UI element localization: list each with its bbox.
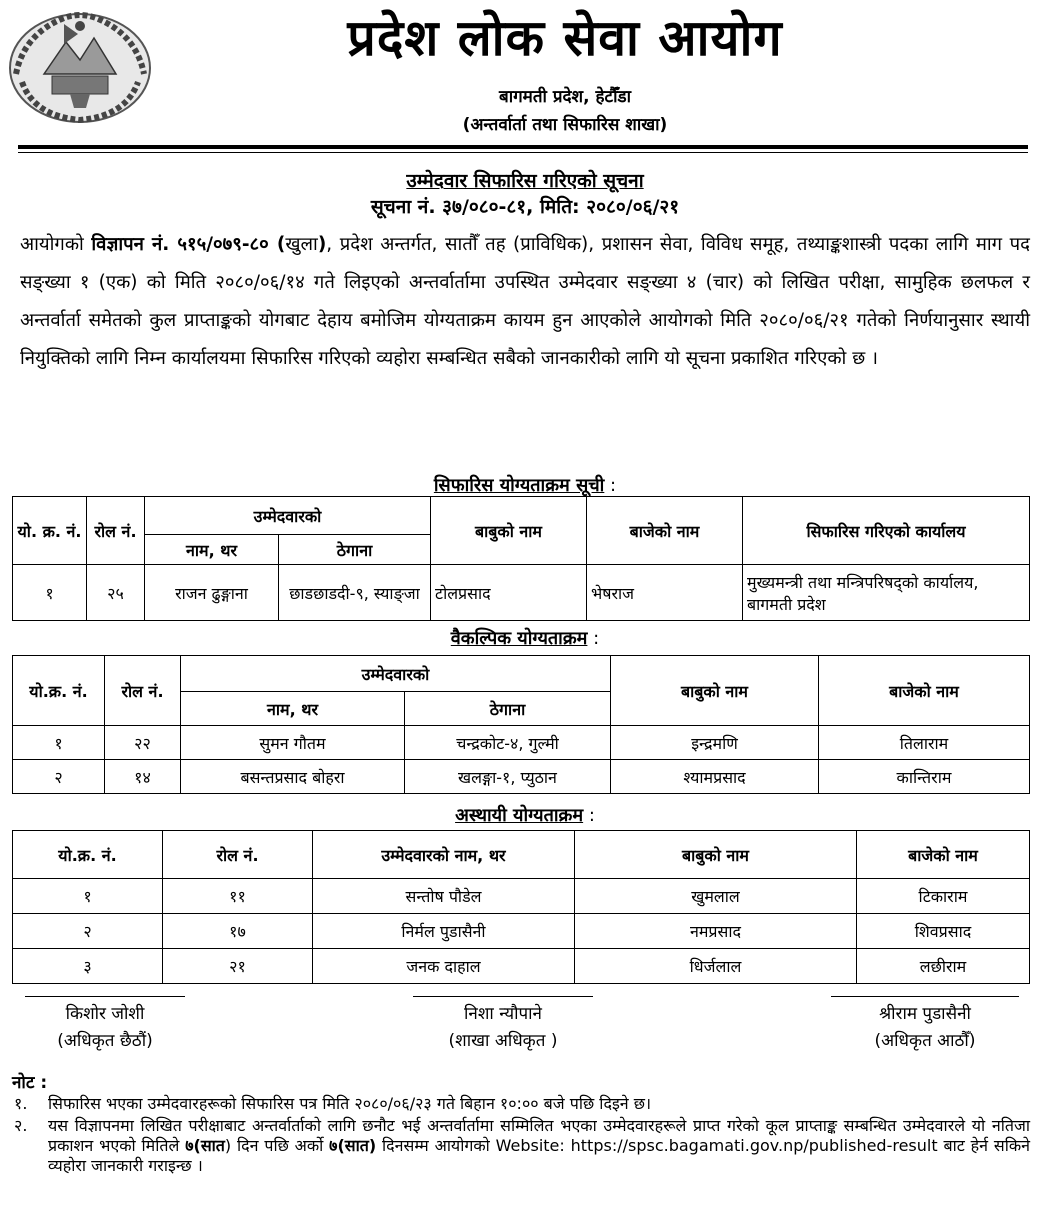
col-serial-header: यो.क्र. नं. bbox=[13, 831, 163, 879]
notice-title: उम्मेदवार सिफारिस गरिएको सूचना bbox=[406, 170, 644, 192]
col-candidate-header: उम्मेदवारको bbox=[181, 656, 611, 692]
temporary-table bbox=[12, 830, 1030, 984]
cell-serial: १ bbox=[13, 879, 163, 914]
table-row bbox=[13, 565, 1030, 621]
cell-name: निर्मल पुडासैनी bbox=[313, 914, 575, 949]
cell-roll: १४ bbox=[105, 760, 181, 794]
cell-serial: १ bbox=[13, 726, 105, 760]
col-name-header: उम्मेदवारको नाम, थर bbox=[313, 831, 575, 879]
signature-block-1 bbox=[10, 996, 200, 1055]
cell-roll: १७ bbox=[163, 914, 313, 949]
col-roll-header: रोल नं. bbox=[87, 497, 145, 565]
signatory-name: किशोर जोशी bbox=[65, 1004, 145, 1024]
signature-line bbox=[413, 996, 593, 997]
note-text: यस विज्ञापनमा लिखित परीक्षाबाट अन्तर्वार्ताको लागि छनौट भई अन्तर्वार्तामा सम्मिलित भएका उम्मेदवारहरूले प्राप्त गरेको कूल प्राप्ताङ्क सम्बन्धित उम्मेदवारले यो नतिजा प्रकाशन भएको मितिले ७(सात) दिन पछि अर्को ७(सात) दिनसम्म आयोगको Website: https://spsc.bagamati.gov.np/published-result बाट हेर्न सकिने व्यहोरा जानकारी गराइन्छ । bbox=[48, 1116, 1031, 1175]
advertisement-close: ) bbox=[317, 234, 327, 255]
cell-grandfather: भेषराज bbox=[587, 565, 743, 621]
cell-father: धिर्जलाल bbox=[575, 949, 857, 984]
organization-name: प्रदेश लोक सेवा आयोग bbox=[347, 9, 783, 67]
col-father-header: बाबुको नाम bbox=[431, 497, 587, 565]
notes-heading: नोट : bbox=[12, 1073, 48, 1093]
cell-name: सुमन गौतम bbox=[181, 726, 405, 760]
note-number: २. bbox=[14, 1116, 28, 1135]
cell-father: टोलप्रसाद bbox=[431, 565, 587, 621]
cell-office: मुख्यमन्त्री तथा मन्त्रिपरिषद्को कार्यालय, बागमती प्रदेश bbox=[743, 565, 1030, 621]
col-serial-header: यो. क्र. नं. bbox=[13, 497, 87, 565]
cell-grandfather: कान्तिराम bbox=[819, 760, 1030, 794]
table-row bbox=[13, 726, 1030, 760]
signature-block-3 bbox=[830, 996, 1020, 1055]
cell-serial: १ bbox=[13, 565, 87, 621]
note-item bbox=[14, 1116, 1030, 1176]
cell-serial: ३ bbox=[13, 949, 163, 984]
col-candidate-header: उम्मेदवारको bbox=[145, 497, 431, 535]
col-roll-header: रोल नं. bbox=[105, 656, 181, 726]
col-name-header: नाम, थर bbox=[145, 535, 279, 565]
cell-name: बसन्तप्रसाद बोहरा bbox=[181, 760, 405, 794]
paragraph-body: , प्रदेश अन्तर्गत, सातौँ तह (प्राविधिक), प्रशासन सेवा, विविध समूह, तथ्याङ्कशास्त्री पदका लागि माग पद सङ्ख्या १ (एक) को मिति २०८०/०६/१४ गते लिइएको अन्तर्वार्तामा उपस्थित उम्मेदवार सङ्ख्या ४ (चार) को लिखित परीक्षा, सामुहिक छलफल र अन्तर्वार्ता समेतको कुल प्राप्ताङ्कको योगबाट देहाय बमोजिम योग्यताक्रम कायम हुन आएकोले आयोगको मिति २०८०/०६/२१ गतेको निर्णयानुसार स्थायी नियुक्तिको लागि निम्न कार्यालयमा सिफारिस गरिएको व्यहोरा सम्बन्धित सबैको जानकारीको लागि यो सूचना प्रकाशित गरिएको छ । bbox=[20, 234, 1030, 369]
cell-address: चन्द्रकोट-४, गुल्मी bbox=[405, 726, 611, 760]
col-address-header: ठेगाना bbox=[279, 535, 431, 565]
signatory-name: निशा न्यौपाने bbox=[464, 1004, 542, 1024]
notice-paragraph bbox=[20, 226, 1030, 378]
col-office-header: सिफारिस गरिएको कार्यालय bbox=[743, 497, 1030, 565]
cell-father: श्यामप्रसाद bbox=[611, 760, 819, 794]
cell-name: सन्तोष पौडेल bbox=[313, 879, 575, 914]
col-roll-header: रोल नं. bbox=[163, 831, 313, 879]
recommended-table bbox=[12, 496, 1030, 621]
alternate-section-title: वैकल्पिक योग्यताक्रम : bbox=[450, 628, 600, 649]
signature-line bbox=[25, 996, 185, 997]
cell-roll: २१ bbox=[163, 949, 313, 984]
note-text: सिफारिस भएका उम्मेदवारहरूको सिफारिस पत्र मिति २०८०/०६/२३ गते बिहान १०:०० बजे पछि दिइने छ। bbox=[48, 1094, 652, 1113]
col-father-header: बाबुको नाम bbox=[575, 831, 857, 879]
cell-grandfather: शिवप्रसाद bbox=[857, 914, 1030, 949]
table-row bbox=[13, 760, 1030, 794]
signatory-title: (अधिकृत आठौँ) bbox=[874, 1031, 976, 1051]
col-grandfather-header: बाजेको नाम bbox=[857, 831, 1030, 879]
cell-father: इन्द्रमणि bbox=[611, 726, 819, 760]
header-divider-thick bbox=[18, 145, 1028, 149]
alternate-table bbox=[12, 655, 1030, 794]
cell-roll: २२ bbox=[105, 726, 181, 760]
col-serial-header: यो.क्र. नं. bbox=[13, 656, 105, 726]
table-row bbox=[13, 949, 1030, 984]
col-father-header: बाबुको नाम bbox=[611, 656, 819, 726]
col-grandfather-header: बाजेको नाम bbox=[819, 656, 1030, 726]
notice-number-date: सूचना नं. ३७/०८०-८१, मिति: २०८०/०६/२१ bbox=[370, 196, 680, 218]
cell-roll: २५ bbox=[87, 565, 145, 621]
recommended-section-title: सिफारिस योग्यताक्रम सूची : bbox=[433, 475, 617, 496]
note-item bbox=[14, 1094, 1030, 1114]
cell-serial: २ bbox=[13, 914, 163, 949]
cell-address: खलङ्गा-१, प्युठान bbox=[405, 760, 611, 794]
advertisement-type: खुला bbox=[285, 234, 318, 255]
cell-roll: ११ bbox=[163, 879, 313, 914]
table-row bbox=[13, 879, 1030, 914]
signatory-title: (अधिकृत छैठौं) bbox=[57, 1031, 153, 1051]
cell-father: खुमलाल bbox=[575, 879, 857, 914]
cell-grandfather: लछीराम bbox=[857, 949, 1030, 984]
organization-location: बागमती प्रदेश, हेटौँडा bbox=[499, 87, 631, 107]
cell-father: नमप्रसाद bbox=[575, 914, 857, 949]
cell-name: राजन ढुङ्गाना bbox=[145, 565, 279, 621]
advertisement-number: विज्ञापन नं. ५१५/०७९-८० ( bbox=[91, 234, 286, 255]
signature-block-2 bbox=[408, 996, 598, 1055]
signatory-title: (शाखा अधिकृत ) bbox=[448, 1031, 558, 1051]
note-number: १. bbox=[14, 1094, 28, 1113]
col-name-header: नाम, थर bbox=[181, 692, 405, 726]
cell-serial: २ bbox=[13, 760, 105, 794]
col-address-header: ठेगाना bbox=[405, 692, 611, 726]
paragraph-lead: आयोगको bbox=[20, 234, 92, 255]
table-row bbox=[13, 914, 1030, 949]
organization-branch: (अन्तर्वार्ता तथा सिफारिस शाखा) bbox=[462, 115, 668, 135]
temporary-section-title: अस्थायी योग्यताक्रम : bbox=[455, 805, 595, 826]
header-divider-thin bbox=[18, 152, 1028, 153]
signature-line bbox=[831, 996, 1019, 997]
cell-address: छाडछाडदी-९, स्याङ्जा bbox=[279, 565, 431, 621]
cell-name: जनक दाहाल bbox=[313, 949, 575, 984]
cell-grandfather: टिकाराम bbox=[857, 879, 1030, 914]
signatory-name: श्रीराम पुडासैनी bbox=[879, 1004, 971, 1024]
cell-grandfather: तिलाराम bbox=[819, 726, 1030, 760]
col-grandfather-header: बाजेको नाम bbox=[587, 497, 743, 565]
